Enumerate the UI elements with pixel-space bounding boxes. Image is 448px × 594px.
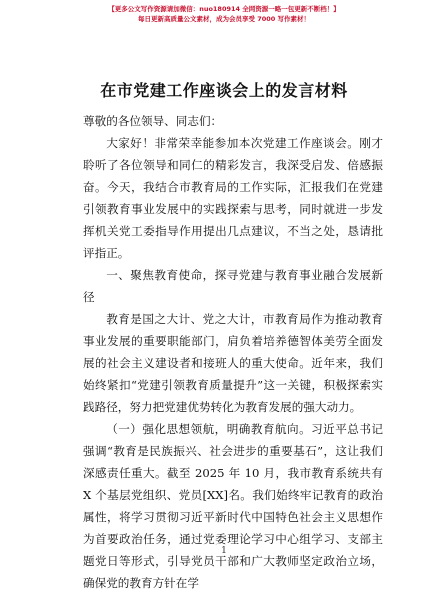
document-title: 在市党建工作座谈会上的发言材料	[100, 81, 348, 100]
banner-line-1: 【更多公文写作资源请加微信：nuo180914 全网资源一略一包更新不断档！】	[108, 5, 340, 13]
section-heading-1: 一、聚焦教育使命，探寻党建与教育事业融合发展新径	[83, 268, 383, 304]
greeting: 尊敬的各位领导、同志们：	[83, 114, 223, 128]
paragraph-mission: 教育是国之大计、党之大计，市教育局作为推动教育事业发展的重要职能部门，肩负着培养德智体美劳全面发展的社会主义建设者和接班人的重大使命。近年来，我们始终紧扣“党建引领教育质量提升”这一关键，积极探索实践路径，努力把党建优势转化为教育发展的强大动力。	[83, 312, 383, 414]
page-number: 1	[221, 546, 227, 556]
document-body	[83, 110, 383, 594]
paragraph-intro: 大家好！非常荣幸能参加本次党建工作座谈会。刚才聆听了各位领导和同仁的精彩发言，我深受启发、倍感振奋。今天，我结合市教育局的工作实际，汇报我们在党建引领教育事业发展中的实践探索与思考，同时就进一步发挥机关党工委指导作用提出几点建议，不当之处，恳请批评指正。	[83, 136, 383, 260]
promo-banner	[0, 4, 448, 24]
paragraph-ideology: （一）强化思想领航，明确教育航向。习近平总书记强调“教育是民族振兴、社会进步的重要基石”，这让我们深感责任重大。截至 2025 年 10 月，我市教育系统共有 X 个基层党组织、党员[XX]名。我们始终牢记教育的政治属性，将学习贯彻习近平新时代中国特色社会主义思想作为首要政治任务，通过党委理论学习中心组学习、支部主题党日等形式，引导党员干部和广大教师坚定政治立场，确保党的教育方针在学	[83, 422, 383, 590]
banner-line-2: 每日更新高质量公文素材，成为会员享受 7000 写作素材！	[137, 15, 311, 23]
